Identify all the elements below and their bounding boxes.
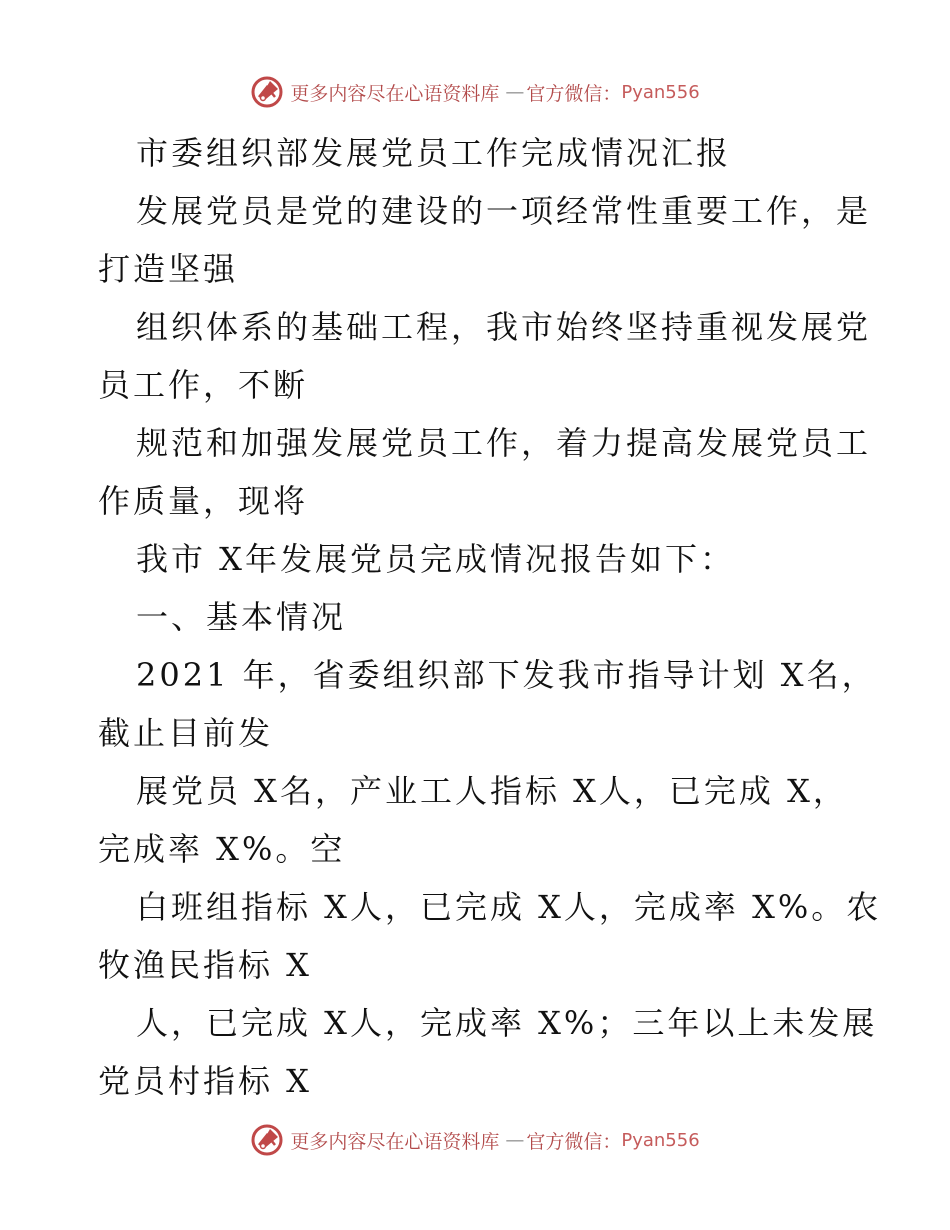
watermark-separator: —	[505, 1129, 525, 1151]
paragraph-line: 发展党员是党的建设的一项经常性重要工作，是	[136, 192, 872, 230]
watermark-account-id: Pyan556	[621, 81, 700, 103]
paragraph-line: 党员村指标 X	[98, 1062, 312, 1100]
watermark-text: 更多内容尽在心语资料库	[290, 82, 500, 105]
paragraph-line: 截止目前发	[98, 714, 274, 752]
paragraph-line: 人，已完成 X人，完成率 X%；三年以上未发展	[136, 1004, 878, 1042]
paragraph-line: 组织体系的基础工程，我市始终坚持重视发展党	[136, 308, 872, 346]
paragraph-line: 打造坚强	[98, 250, 239, 288]
watermark-account-id: Pyan556	[621, 1129, 700, 1151]
paragraph-line: 规范和加强发展党员工作，着力提高发展党员工	[136, 424, 872, 462]
paragraph-line: 员工作，不断	[98, 366, 309, 404]
logo-icon	[250, 75, 284, 109]
watermark-account-label: 官方微信：	[526, 1130, 622, 1153]
watermark-text: 更多内容尽在心语资料库	[290, 1130, 500, 1153]
paragraph-line: 白班组指标 X人，已完成 X人，完成率 X%。农	[136, 888, 882, 926]
paragraph-line: 我市 X年发展党员完成情况报告如下：	[136, 540, 735, 578]
paragraph-line: 展党员 X名，产业工人指标 X人，已完成 X，	[136, 772, 848, 810]
section-heading: 一、基本情况	[136, 598, 347, 636]
paragraph-line: 作质量，现将	[98, 482, 309, 520]
document-title: 市委组织部发展党员工作完成情况汇报	[136, 134, 732, 172]
logo-icon	[250, 1123, 284, 1157]
paragraph-line: 牧渔民指标 X	[98, 946, 312, 984]
watermark-separator: —	[505, 81, 525, 103]
paragraph-line: 2021 年，省委组织部下发我市指导计划 X名，	[136, 656, 877, 694]
watermark-banner-top	[0, 72, 950, 112]
paragraph-line: 完成率 X%。空	[98, 830, 346, 868]
document-body	[98, 124, 882, 1110]
watermark-banner-bottom	[0, 1120, 950, 1160]
watermark-account-label: 官方微信：	[526, 82, 622, 105]
